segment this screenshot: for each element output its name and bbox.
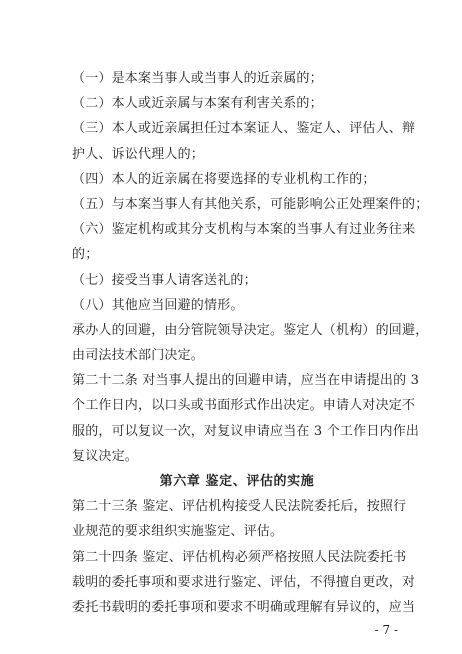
clause-item-2: （二）本人或近亲属与本案有利害关系的； [72,96,323,112]
clause-item-6: （六）鉴定机构或其分支机构与本案的当事人有过业务往来 [72,222,416,238]
clause-item-1: （一）是本案当事人或当事人的近亲属的； [72,71,323,86]
clause-item-3-cont: 护人、诉讼代理人的； [72,146,205,162]
article-22-line: 个工作日内，以口头或书面形式作出决定。申请人对决定不 [72,398,416,414]
clause-item-3: （三）本人或近亲属担任过本案证人、鉴定人、评估人、辩 [72,121,416,137]
article-22-line: 第二十二条 对当事人提出的回避申请，应当在申请提出的 3 [72,373,420,389]
article-22-line: 服的，可以复议一次，对复议申请应当在 3 个工作日内作出 [72,423,420,439]
article-24-line: 委托书载明的委托事项和要求不明确或理解有异议的，应当 [72,599,416,615]
article-24-line: 第二十四条 鉴定、评估机构必须严格按照人民法院委托书 [72,549,407,565]
article-23-line: 业规范的要求组织实施鉴定、评估。 [72,524,284,540]
article-24-line: 载明的委托事项和要求进行鉴定、评估，不得擅自更改，对 [72,574,416,590]
chapter-heading: 第六章 鉴定、评估的实施 [159,474,315,489]
paragraph-line: 由司法技术部门决定。 [72,348,205,364]
clause-item-8: （八）其他应当回避的情形。 [72,297,244,313]
article-23-line: 第二十三条 鉴定、评估机构接受人民法院委托后，按照行 [72,499,407,515]
clause-item-5: （五）与本案当事人有其他关系，可能影响公正处理案件的； [72,196,429,212]
clause-item-6-cont: 的； [72,247,99,263]
clause-item-4: （四）本人的近亲属在将要选择的专业机构工作的； [72,171,376,187]
clause-item-7: （七）接受当事人请客送礼的； [72,272,257,288]
paragraph-line: 承办人的回避，由分管院领导决定。鉴定人（机构）的回避， [72,322,429,338]
article-22-line: 复议决定。 [72,448,139,464]
page-number: - 7 - [374,623,398,637]
document-body [72,66,429,620]
